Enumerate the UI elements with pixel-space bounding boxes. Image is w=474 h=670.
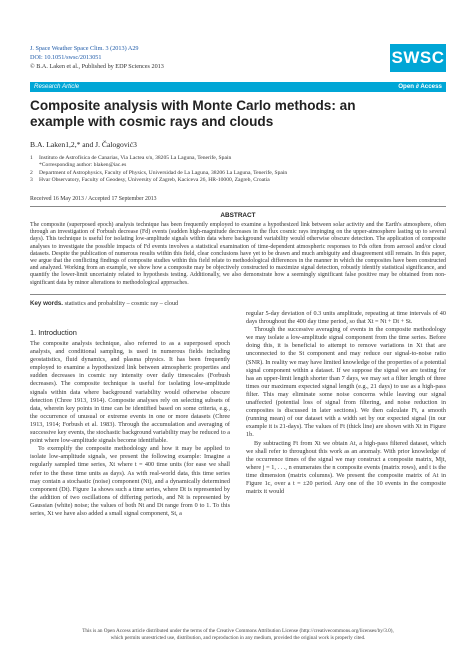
author-list: B.A. Laken1,2,* and J. Čalogović3 — [30, 140, 137, 149]
article-type-bar — [30, 82, 446, 92]
affiliation-row — [30, 170, 450, 177]
affiliation-number: 2 — [30, 169, 33, 176]
abstract-heading: ABSTRACT — [220, 212, 256, 219]
divider — [30, 294, 446, 295]
keywords — [30, 300, 178, 307]
license-footer — [30, 628, 446, 642]
license-line: which permits unrestricted use, distribution, and reproduction in any medium, provided the original work is properly cited. — [110, 635, 366, 641]
affiliation-row — [30, 155, 450, 162]
body-paragraph: By subtracting Ft from Xt we obtain At, a high-pass filtered dataset, which we shall refer to throughout this work as an anomaly. With prior knowledge of the occurrence times of the signal we may construct a composite matrix, Mjt, where j = 1, . . ., n enumerates the n composite events (matrix rows), and t is the time dimension (matrix columns). We present the composite matrix of At in Figure 1c, over a t = ±20 period. Any one of the 10 events in the composite matrix it would — [246, 439, 446, 496]
body-paragraph: The composite analysis technique, also referred to as a superposed epoch analysis, and conditional sampling, is used in numerous fields including geostatistics, fluid dynamics, and plasma physics. It has been frequently employed to examine a hypothesized link between atmospheric properties and sudden decreases in cosmic ray intensity over daily timescales (Forbush decreases). The composite technique is useful for isolating low-amplitude signals within data where background variability would otherwise obscure detection (Chree 1913, 1914). Composite analyses rely on selecting subsets of data, wherein key points in time can be identified based on some criteria, e.g., the occurrence of unusual or extreme events in one or more datasets (Chree 1913, 1914; Forbush et al. 1983). Through the accumulation and averaging of successive key events, the stochastic background variability may be reduced to a point where low-amplitude signals become identifiable. — [30, 340, 230, 445]
article-type-label: Research Article — [34, 83, 80, 90]
right-column — [246, 310, 446, 496]
affiliation-number: 1 — [30, 155, 33, 161]
body-paragraph: Through the successive averaging of events in the composite methodology we may isolate a low-amplitude signal component from the time series. Before doing this, it is beneficial to attempt to remove variations in Xt that are unconnected to the St component and may reduce our signal-to-noise ratio (SNR). In reality we may have limited knowledge of the properties of a potential signal component within a dataset. If we suppose the signal we are testing for has an upper-limit length shorter than 7 days, we may set a filter length of three times our maximum expected signal length (e.g., 21 days) to use as a high-pass filter. This may eliminate some noise concerns while leaving our signal unaffected (potential loss of signal from filtering, and noise reduction in composites is discussed in later sections). We then calculate Ft, a smooth (running mean) of our dataset with a width set by our expected signal (in our example it is 21-days). The values of Ft (thick line) are shown with Xt in Figure 1b. — [246, 326, 447, 439]
corresponding-author[interactable]: *Corresponding author: blaken@iac.es — [39, 162, 127, 169]
affiliation-number: 3 — [30, 176, 33, 183]
license-line[interactable]: This is an Open Access article distributed under the terms of the Creative Commons Attribution License (http://creativecommons.org/licenses/by/3.0), — [82, 628, 394, 634]
paper-title: Composite analysis with Monte Carlo methods: an example with cosmic rays and clouds — [30, 98, 356, 129]
left-column — [30, 340, 230, 518]
keywords-list: statistics and probability – cosmic ray – cloud — [64, 300, 179, 307]
received-dates: Received 16 May 2013 / Accepted 17 September 2013 — [30, 196, 157, 202]
affiliation-text: Department of Astrophysics, Faculty of Physics, Universidad de La Laguna, 38206 La Laguna, Tenerife, Spain — [39, 169, 288, 176]
affiliation-text: Hvar Observatory, Faculty of Geodesy, University of Zagreb, Kaciceva 26, HR-10000, Zagreb, Croatia — [39, 176, 270, 183]
journal-citation[interactable]: J. Space Weather Space Clim. 3 (2013) A29 — [30, 45, 139, 52]
divider — [30, 206, 446, 207]
keywords-label: Key words. — [30, 300, 64, 307]
open-access-badge: Open ∂ Access — [398, 83, 442, 90]
body-paragraph: regular 5-day deviation of 0.3 units amplitude, repeating at time intervals of 40 days throughout the 400 day time period, so that Xt = Nt + Dt + St. — [246, 310, 446, 326]
swsc-logo[interactable]: SWSC — [390, 44, 446, 72]
abstract-text: The composite (superposed epoch) analysis technique has been frequently employed to examine a hypothesized link between solar activity and the Earth's atmosphere, often through an investigation of Forbush decrease (Fd) events (sudden high-magnitude decreases in the flux cosmic rays impinging on the upper-atmosphere lasting up to several days). This technique is useful for isolating low-amplitude signals within data where background variability would otherwise obscure detection. The application of composite analyses to investigate the possible impacts of Fd events involves a statistical examination of time-dependent atmospheric responses to Fds often from aerosol and/or cloud datasets. Despite the publication of numerous results within this field, clear conclusions have yet to be drawn and much ambiguity and disagreement still remain. In this paper, we argue that the conflicting findings of composite studies within this field relate to methodological differences in the manner in which the composites have been constructed and analyzed. Working from an example, we show how a composite may be objectively constructed to maximize signal detection, robustly identify statistical significance, and quantify the lower-limit uncertainty related to hypothesis testing. Additionally, we also demonstrate how a seemingly significant false positive may be obtained from non-significant data by minor alterations to methodological approaches. — [30, 222, 446, 286]
affiliation-row — [30, 177, 450, 184]
affiliations — [30, 155, 450, 184]
body-paragraph: To exemplify the composite methodology and how it may be applied to isolate low-amplitude signals, we present the following example: Imagine a regularly sampled time series, Xt where t = 400 time units (for ease we shall refer to the these time units as days). As with real-world data, this time series may contain a stochastic (noise) component (Nt), and a dynamically determined component (Dt). Figure 1a shows such a time series, where Dt is represented by the addition of two oscillations of differing periods, and Nt is represented by Gaussian (white) noise; the values of both Nt and Dt range from 0 to 1. To this series, Xt we have also added a small signal component, St, a — [30, 445, 230, 517]
section-heading: 1. Introduction — [30, 328, 77, 337]
copyright-line: © B.A. Laken et al., Published by EDP Sciences 2013 — [30, 63, 164, 71]
affiliation-row — [30, 162, 450, 169]
affiliation-number — [30, 162, 39, 169]
doi-link[interactable]: DOI: 10.1051/swsc/2013051 — [30, 54, 102, 62]
affiliation-text: Instituto de Astrofísica de Canarias, Via Lactea s/n, 38205 La Laguna, Tenerife, Spain — [39, 155, 232, 161]
journal-meta — [30, 44, 310, 72]
